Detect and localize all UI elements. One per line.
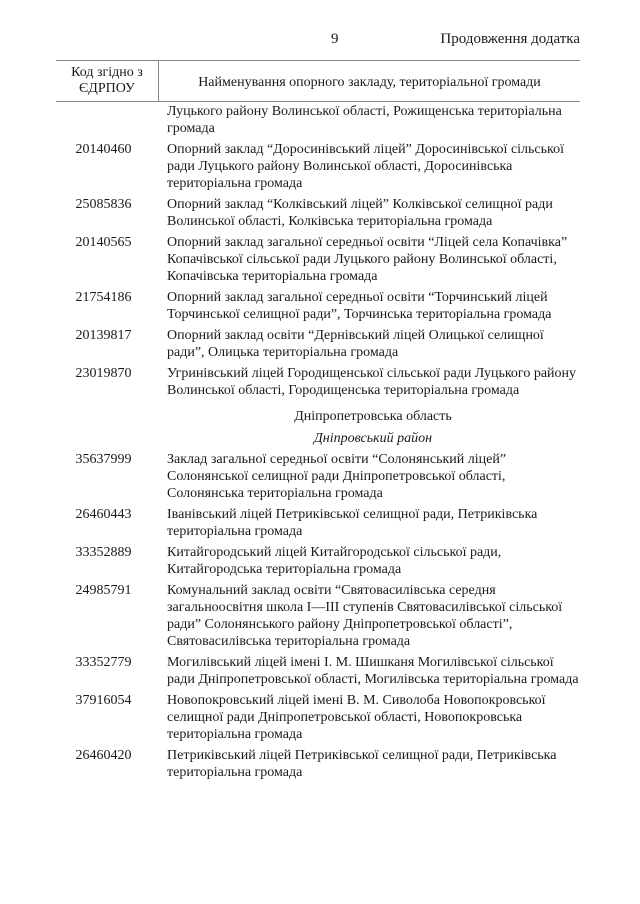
row-code: 26460420	[75, 748, 132, 763]
row-code: 20139817	[75, 328, 132, 343]
row-name: Опорний заклад загальної середньої освіти “Ліцей села Копачівка” Копачівської сільської ради Луцького району Волинської області, Копачівська територіальна громада	[167, 235, 568, 284]
table-row	[56, 141, 580, 192]
group-dnipro-rows	[56, 451, 580, 781]
row-name: Заклад загальної середньої освіти “Солонянський ліцей” Солонянської селищної ради Дніпропетровської області, Солонянська територіальна громада	[167, 452, 507, 501]
row-name: Опорний заклад освіти “Дернівський ліцей Олицької селищної ради”, Олицька територіальна громада	[167, 328, 544, 360]
row-name: Луцького району Волинської області, Рожищенська територіальна громада	[167, 104, 562, 136]
table-row	[56, 196, 580, 230]
header-code: Код згідно з ЄДРПОУ	[56, 61, 159, 101]
row-name: Іванівський ліцей Петриківської селищної ради, Петриківська територіальна громада	[167, 507, 538, 539]
table-row	[56, 234, 580, 285]
header-name: Найменування опорного закладу, територіальної громади	[198, 75, 541, 90]
table-row	[56, 582, 580, 650]
row-code: 25085836	[75, 197, 132, 212]
row-code	[56, 103, 159, 137]
table-row	[56, 451, 580, 502]
group-volyn-rows	[56, 141, 580, 399]
row-name: Комунальний заклад освіти “Святовасилівська середня загальноосвітня школа І—ІІІ ступенів Святовасилівської сільської ради” Солонянського району Дніпропетровської області”, Святовасилівська територіальна громада	[167, 583, 563, 649]
row-name: Петриківський ліцей Петриківської селищної ради, Петриківська територіальна громада	[167, 748, 557, 780]
region-heading: Дніпропетровська область	[294, 409, 452, 424]
table-header	[56, 60, 580, 102]
row-name: Новопокровський ліцей імені В. М. Сиволоба Новопокровської селищної ради Дніпропетровської області, Новопокровська територіальна громада	[167, 693, 546, 742]
schools-table	[56, 60, 580, 781]
continuation-label: Продовження додатка	[440, 31, 580, 47]
row-code: 35637999	[75, 452, 132, 467]
table-row	[56, 289, 580, 323]
table-row	[56, 654, 580, 688]
page-number: 9	[331, 31, 339, 47]
district-heading: Дніпровський район	[313, 431, 433, 446]
table-row	[56, 327, 580, 361]
row-code: 21754186	[75, 290, 132, 305]
table-row-continuation	[56, 103, 580, 137]
row-code: 23019870	[75, 366, 132, 381]
row-name: Китайгородський ліцей Китайгородської сільської ради, Китайгородська територіальна громада	[167, 545, 502, 577]
row-code: 26460443	[75, 507, 132, 522]
row-code: 24985791	[75, 583, 132, 598]
table-row	[56, 365, 580, 399]
row-name: Опорний заклад “Доросинівський ліцей” Доросинівської сільської ради Луцького району Волинської області, Доросинівська територіальна громада	[167, 142, 564, 191]
row-code: 33352779	[75, 655, 132, 670]
row-code: 20140565	[75, 235, 132, 250]
table-row	[56, 544, 580, 578]
row-name: Угринівський ліцей Городищенської сільської ради Луцького району Волинської області, Городищенська територіальна громада	[167, 366, 577, 398]
table-row	[56, 506, 580, 540]
row-code: 20140460	[75, 142, 132, 157]
row-code: 37916054	[75, 693, 132, 708]
row-code: 33352889	[75, 545, 132, 560]
row-name: Могилівський ліцей імені І. М. Шишканя Могилівської сільської ради Дніпропетровської області, Могилівська територіальна громада	[167, 655, 579, 687]
table-row	[56, 747, 580, 781]
row-name: Опорний заклад “Колківський ліцей” Колківської селищної ради Волинської області, Колківська територіальна громада	[167, 197, 553, 229]
row-name: Опорний заклад загальної середньої освіти “Торчинський ліцей Торчинської селищної ради”, Торчинська територіальна громада	[167, 290, 552, 322]
table-row	[56, 692, 580, 743]
